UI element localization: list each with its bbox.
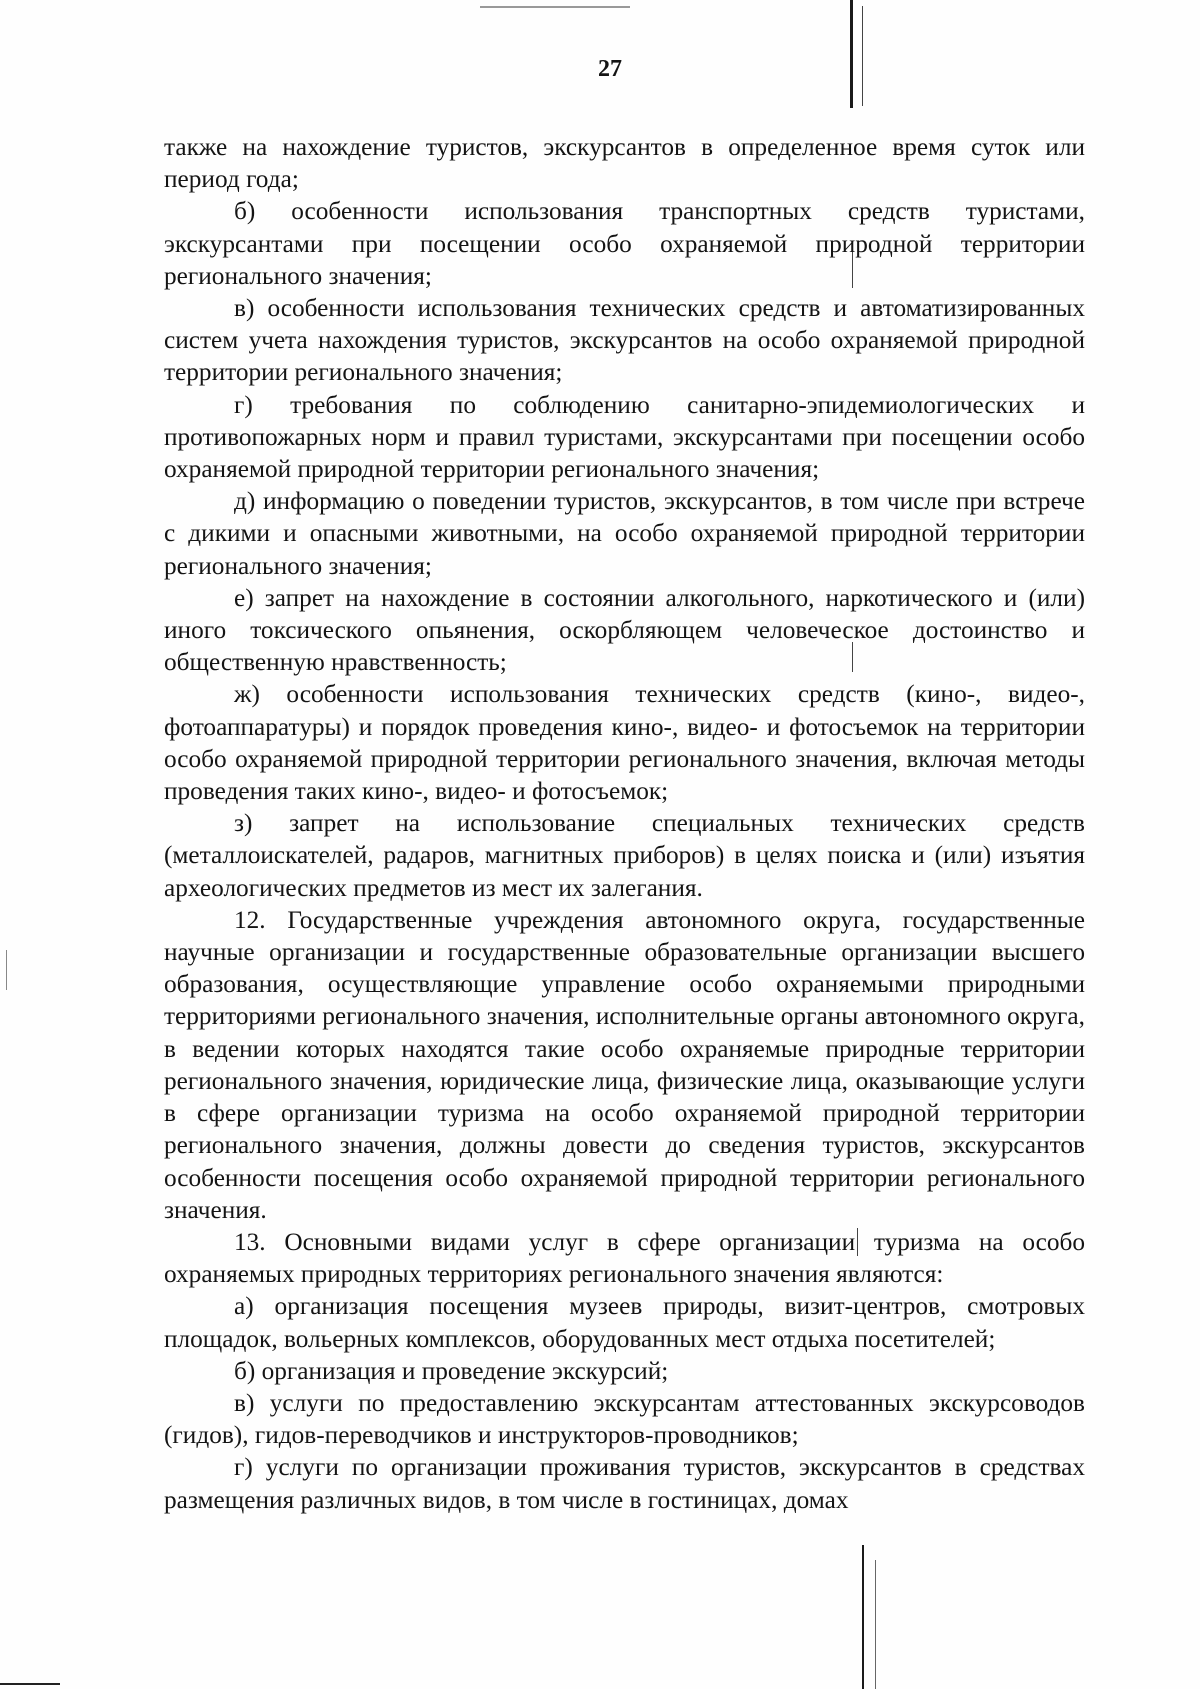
paragraph: также на нахождение туристов, экскурсантов в определенное время суток или период года; — [164, 133, 1085, 194]
scan-artifact-bottom-bar-2 — [875, 1560, 876, 1689]
paragraph: д) информацию о поведении туристов, экскурсантов, в том числе при встрече с дикими и опасными животными, на особо охраняемой природной территории регионального значения; — [164, 487, 1085, 580]
document-body — [164, 131, 1085, 1516]
scan-artifact-top-bar-2 — [862, 6, 863, 106]
paragraph: б) особенности использования транспортных средств туристами, экскурсантами при посещении особо охраняемой природной территории регионального значения; — [164, 197, 1085, 290]
paragraph: ж) особенности использования технических средств (кино-, видео-, фотоаппаратуры) и порядок проведения кино-, видео- и фотосъемок на территории особо охраняемой природной территории регионального значения, включая методы проведения таких кино-, видео- и фотосъемок; — [164, 680, 1085, 806]
scan-artifact-top-bar — [850, 0, 853, 108]
scan-artifact-bottom-left — [0, 1683, 60, 1685]
paragraph: б) организация и проведение экскурсий; — [234, 1356, 669, 1385]
paragraph: в) услуги по предоставлению экскурсантам аттестованных экскурсоводов (гидов), гидов-переводчиков и инструкторов-проводников; — [164, 1388, 1085, 1450]
paragraph: г) услуги по организации проживания туристов, экскурсантов в средствах размещения различных видов, в том числе в гостиницах, домах — [164, 1453, 1085, 1514]
paragraph: 12. Государственные учреждения автономного округа, государственные научные организации и государственные образовательные организации высшего образования, осуществляющие управление особо охраняемыми природными территориями регионального значения, исполнительные органы автономного округа, в ведении которых находятся такие особо охраняемые природные территории регионального значения, юридические лица, физические лица, оказывающие услуги в сфере организации туризма на особо охраняемой природной территории регионального значения, должны довести до сведения туристов, экскурсантов особенности посещения особо охраняемой природной территории регионального значения. — [164, 905, 1085, 1224]
scan-artifact-bottom-bar — [862, 1545, 864, 1689]
paragraph: в) особенности использования технических средств и автоматизированных систем учета нахождения туристов, экскурсантов на особо охраняемой природной территории регионального значения; — [164, 294, 1085, 387]
paragraph: з) запрет на использование специальных технических средств (металлоискателей, радаров, магнитных приборов) в целях поиска и (или) изъятия археологических предметов из мест их залегания. — [164, 809, 1085, 902]
scan-artifact-left-mark — [6, 950, 7, 990]
page-number: 27 — [598, 56, 622, 82]
paragraph: е) запрет на нахождение в состоянии алкогольного, наркотического и (или) иного токсического опьянения, оскорбляющем человеческое достоинство и общественную нравственность; — [164, 583, 1085, 677]
paragraph: г) требования по соблюдению санитарно-эпидемиологических и противопожарных норм и правил туристами, экскурсантами при посещении особо охраняемой природной территории регионального значения; — [164, 390, 1085, 484]
scan-artifact-top-speck — [480, 6, 630, 8]
paragraph: 13. Основными видами услуг в сфере организации туризма на особо охраняемых природных территориях регионального значения являются: — [164, 1227, 1085, 1289]
paragraph: а) организация посещения музеев природы, визит-центров, смотровых площадок, вольерных комплексов, оборудованных мест отдыха посетителей; — [164, 1292, 1085, 1353]
